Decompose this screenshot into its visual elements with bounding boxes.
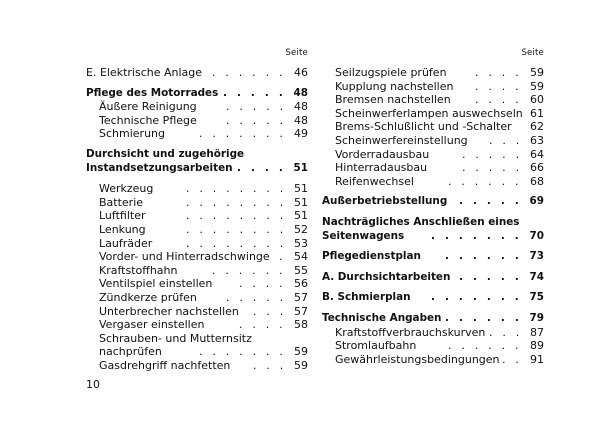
toc-entry: [322, 93, 544, 107]
toc-entry-title: Vorder- und Hinterradschwinge: [99, 250, 270, 264]
toc-leader-dots: . . . . . . .: [431, 291, 522, 304]
page-column-header: Seite: [285, 48, 308, 58]
toc-entry-title: Kupplung nachstellen: [335, 79, 454, 93]
toc-entry: [86, 196, 308, 210]
toc-entry-title: Kraftstoffhahn: [99, 263, 178, 277]
toc-entry: [322, 326, 544, 340]
toc-page-ref: 58: [294, 318, 308, 332]
toc-entries: [86, 66, 308, 372]
toc-entry-title: Schrauben- und Mutternsitz: [99, 331, 252, 345]
toc-entry: [322, 195, 544, 209]
toc-entry-title: Stromlaufbahn: [335, 339, 417, 353]
toc-entry-title: E. Elektrische Anlage: [86, 66, 203, 79]
toc-page-ref: 48: [294, 113, 308, 127]
toc-page-ref: 51: [293, 161, 308, 174]
toc-entry: [86, 114, 308, 128]
toc-entry-title: Luftfilter: [99, 209, 146, 223]
toc-page-ref: 74: [529, 270, 544, 283]
toc-entry: [322, 107, 544, 121]
toc-leader-dots: . . . . . .: [445, 311, 522, 324]
toc-page-ref: 70: [529, 229, 544, 242]
toc-page-ref: 59: [530, 79, 544, 93]
toc-entry-title: Gasdrehgriff nachfetten: [99, 358, 231, 372]
toc-entry-title: Reifenwechsel: [335, 174, 414, 188]
toc-entry-title: Werkzeug: [99, 182, 154, 196]
toc-entry-title: Vorderradausbau: [335, 147, 430, 161]
toc-entry: [86, 182, 308, 196]
toc-entry-title: Kraftstoffverbrauchskurven: [335, 325, 486, 339]
toc-page-ref: 75: [529, 291, 544, 304]
toc-entry: [86, 345, 308, 359]
toc-page-ref: 73: [529, 250, 544, 263]
toc-leader-dots: . . . . . . . .: [186, 222, 287, 236]
toc-leader-dots: . . . . . . .: [431, 229, 522, 242]
toc-entry-title: nachprüfen: [99, 345, 162, 359]
toc-entry-title: A. Durchsichtarbeiten: [322, 270, 451, 283]
toc-page-ref: 57: [294, 304, 308, 318]
toc-entry: [86, 332, 308, 346]
toc-entry-title: Hinterradausbau: [335, 161, 428, 175]
toc-page-ref: 57: [294, 290, 308, 304]
toc-entries: [322, 66, 544, 366]
toc-entry-title: Seitenwagens: [322, 229, 405, 242]
toc-entry-title: Nachträgliches Anschließen eines: [322, 215, 520, 228]
page-number: 10: [86, 378, 100, 391]
toc-entry: [86, 66, 308, 80]
toc-entry-title: Pflege des Motorrades: [86, 86, 219, 99]
toc-entry: [322, 80, 544, 94]
toc-page-ref: 56: [294, 277, 308, 291]
toc-page-ref: 51: [294, 195, 308, 209]
toc-entry: [322, 66, 544, 80]
toc-leader-dots: . . . . . . . .: [186, 182, 287, 196]
toc-leader-dots: . . . . .: [459, 195, 523, 208]
toc-entry: [86, 250, 308, 264]
toc-leader-dots: . . . . .: [462, 147, 523, 161]
toc-page-ref: 48: [294, 100, 308, 114]
toc-leader-dots: . . . . . .: [445, 250, 522, 263]
toc-entry-title: Technische Angaben: [322, 311, 442, 324]
toc-leader-dots: . . . . .: [459, 270, 523, 283]
toc-entry-title: Außerbetriebstellung: [322, 195, 448, 208]
toc-entry: [322, 120, 544, 134]
toc-entry-title: Zündkerze prüfen: [99, 290, 197, 304]
toc-entry-title: Lenkung: [99, 222, 146, 236]
toc-entry: [86, 264, 308, 278]
toc-page-ref: 48: [293, 86, 308, 99]
toc-entry: [86, 359, 308, 373]
toc-page-ref: 51: [294, 182, 308, 196]
toc-entry: [322, 250, 544, 264]
toc-entry: [86, 223, 308, 237]
toc-page-ref: 89: [530, 339, 544, 353]
toc-entry-title: Batterie: [99, 195, 144, 209]
toc-page-ref: 52: [294, 222, 308, 236]
toc-entry: [322, 148, 544, 162]
toc-entry-title: Scheinwerfereinstellung: [335, 133, 468, 147]
toc-leader-dots: . . .: [253, 304, 287, 318]
toc-page-ref: 62: [530, 120, 544, 134]
toc-entry-title: Äußere Reinigung: [99, 100, 197, 114]
toc-entry: [322, 161, 544, 175]
toc-page-ref: 53: [294, 236, 308, 250]
toc-entry-title: Technische Pflege: [99, 113, 197, 127]
toc-leader-dots: . . . .: [239, 277, 286, 291]
toc-entry: [322, 312, 544, 326]
toc-leader-dots: . . . . . .: [212, 263, 286, 277]
toc-leader-dots: . . . .: [239, 318, 286, 332]
toc-entry-title: Gewährleistungsbedingungen: [335, 352, 500, 366]
toc-entry-title: Durchsicht und zugehörige: [86, 147, 245, 160]
toc-leader-dots: . . . . . .: [448, 174, 522, 188]
toc-entry: [322, 216, 544, 230]
toc-leader-dots: . . . . .: [462, 161, 523, 175]
toc-page-ref: 87: [530, 325, 544, 339]
toc-entry-title: Instandsetzungsarbeiten: [86, 161, 233, 174]
toc-entry: [322, 230, 544, 244]
toc-entry-title: Unterbrecher nachstellen: [99, 304, 239, 318]
toc-entry: [322, 339, 544, 353]
toc-entry-title: Seilzugspiele prüfen: [335, 66, 447, 79]
toc-leader-dots: . . . .: [475, 79, 522, 93]
toc-leader-dots: . . . . . . . .: [186, 209, 287, 223]
toc-leader-dots: . . . . . . . .: [186, 195, 287, 209]
toc-page-ref: 46: [294, 66, 308, 79]
toc-entry-title: B. Schmierplan: [322, 291, 411, 304]
toc-entry-title: Schmierung: [99, 127, 165, 141]
toc-leader-dots: . . . .: [475, 66, 522, 79]
toc-spacer: [322, 305, 544, 312]
toc-entry-title: Bremsen nachstellen: [335, 93, 451, 107]
toc-entry-title: Brems-Schlußlicht und -Schalter: [335, 120, 512, 134]
toc-entry-title: Laufräder: [99, 236, 153, 250]
page-column-header: Seite: [521, 48, 544, 58]
toc-entry: [86, 87, 308, 101]
toc-entry: [322, 271, 544, 285]
toc-spacer: [322, 209, 544, 216]
toc-entry: [86, 162, 308, 176]
toc-page-ref: 59: [294, 358, 308, 372]
toc-leader-dots: . . . . .: [226, 100, 287, 114]
toc-page-ref: 79: [529, 311, 544, 324]
toc-leader-dots: . . . .: [237, 161, 287, 174]
toc-entry: [86, 237, 308, 251]
toc-spacer: [86, 80, 308, 87]
toc-spacer: [322, 188, 544, 195]
toc-page-ref: 51: [294, 209, 308, 223]
toc-page-ref: 64: [530, 147, 544, 161]
toc-spacer: [322, 243, 544, 250]
toc-spacer: [86, 141, 308, 148]
toc-page-ref: 59: [530, 66, 544, 79]
toc-page-ref: 68: [530, 174, 544, 188]
toc-leader-dots: . . . . .: [223, 86, 287, 99]
toc-page-ref: 61: [530, 106, 544, 120]
toc-entry: [86, 148, 308, 162]
toc-page-ref: 54: [294, 250, 308, 264]
toc-entry-title: Pflegedienstplan: [322, 250, 421, 263]
toc-page-ref: 63: [530, 133, 544, 147]
toc-leader-dots: . . . . .: [226, 113, 287, 127]
toc-leader-dots: . .: [502, 352, 523, 366]
toc-spacer: [322, 284, 544, 291]
toc-page-ref: 59: [294, 345, 308, 359]
toc-entry: [86, 209, 308, 223]
toc-spacer: [322, 264, 544, 271]
toc-page-ref: 55: [294, 263, 308, 277]
toc-leader-dots: .: [279, 250, 286, 264]
toc-spacer: [86, 175, 308, 182]
toc-leader-dots: . . .: [489, 325, 523, 339]
toc-leader-dots: . . . .: [475, 93, 522, 107]
toc-leader-dots: . . . . . . .: [199, 345, 287, 359]
toc-entry: [322, 175, 544, 189]
toc-entry-title: Ventilspiel einstellen: [99, 277, 213, 291]
toc-page-ref: 49: [294, 127, 308, 141]
toc-entry: [86, 127, 308, 141]
toc-entry: [322, 134, 544, 148]
toc-entry: [322, 353, 544, 367]
toc-entry: [86, 305, 308, 319]
toc-entry: [322, 291, 544, 305]
toc-leader-dots: . . . . .: [226, 290, 287, 304]
toc-leader-dots: . . . . . . .: [199, 127, 287, 141]
toc-entry-title: Vergaser einstellen: [99, 318, 205, 332]
toc-leader-dots: . . .: [253, 358, 287, 372]
toc-leader-dots: . . . . . .: [448, 339, 522, 353]
toc-entry-title: Scheinwerferlampen auswechseln: [335, 106, 523, 120]
toc-page-ref: 91: [530, 352, 544, 366]
toc-entry: [86, 318, 308, 332]
toc-entry: [86, 100, 308, 114]
toc-leader-dots: . . .: [489, 133, 523, 147]
toc-entry: [86, 277, 308, 291]
toc-page-ref: 69: [529, 195, 544, 208]
toc-leader-dots: . . . . . . . .: [186, 236, 287, 250]
toc-page-ref: 66: [530, 161, 544, 175]
toc-entry: [86, 291, 308, 305]
toc-leader-dots: . . . . . .: [212, 66, 286, 79]
toc-page-ref: 60: [530, 93, 544, 107]
